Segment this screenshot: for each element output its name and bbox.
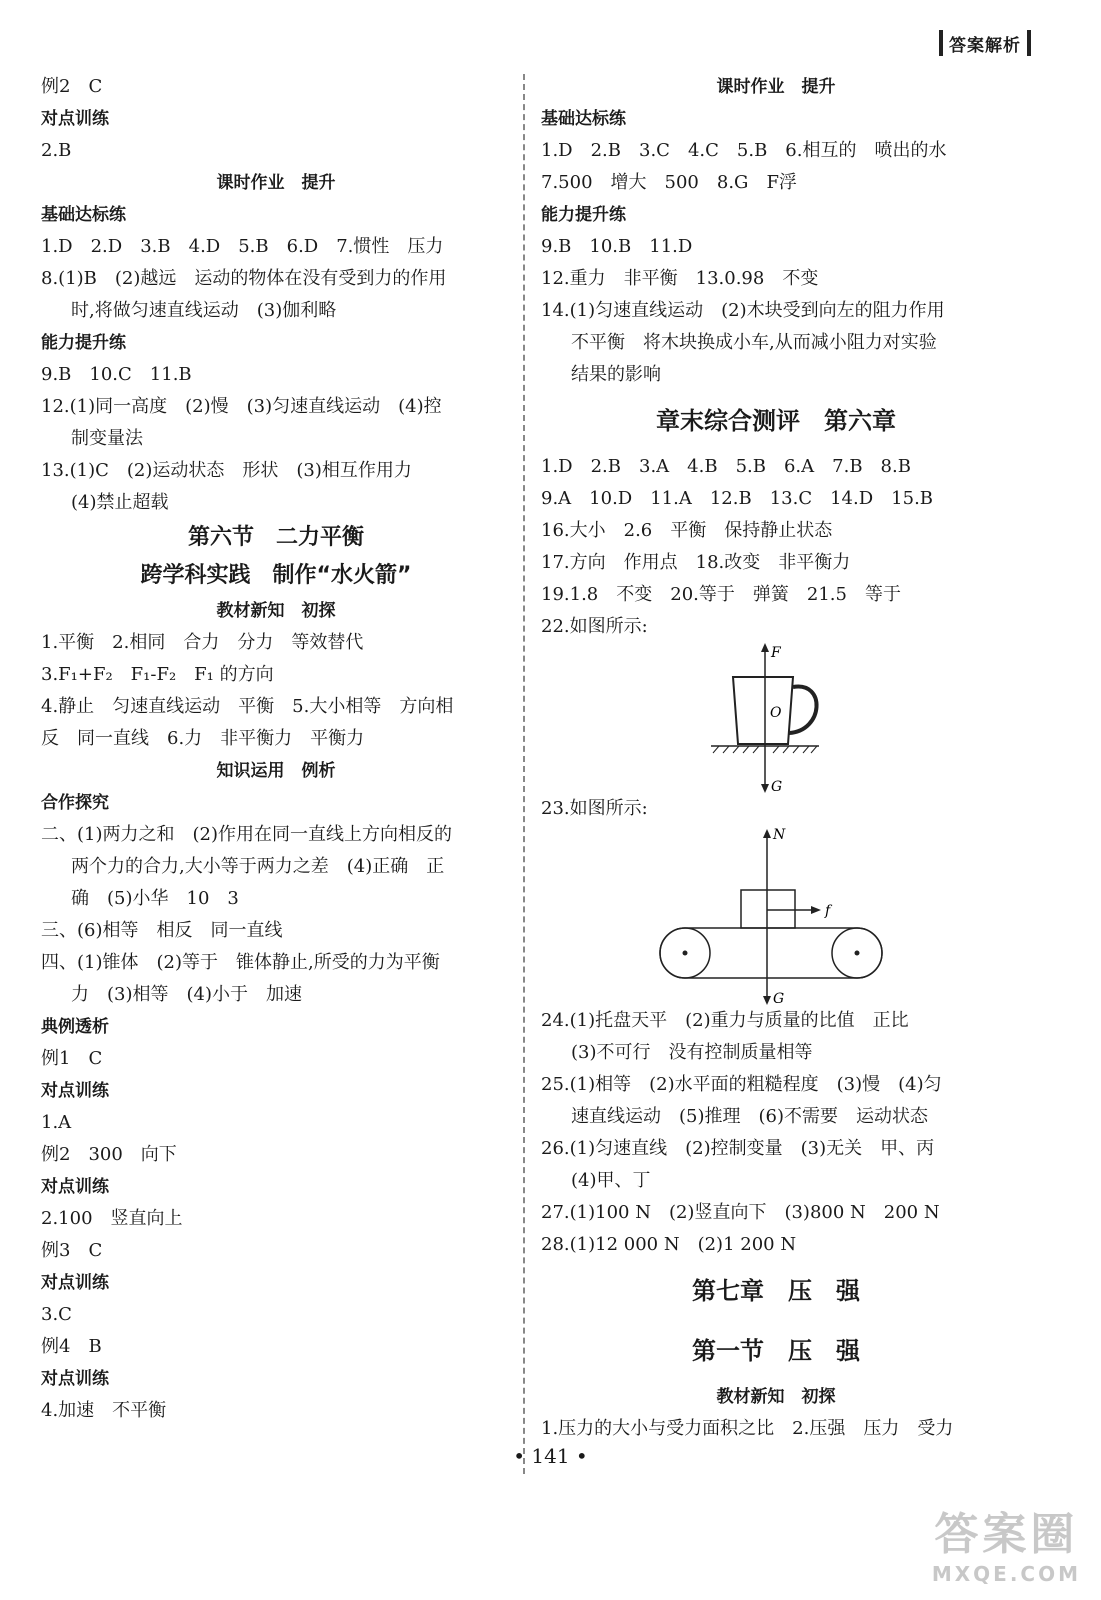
answer-line: 能力提升练 [41,333,126,353]
watermark-line2: MXQE.COM [931,1562,1081,1586]
answer-line: 27.(1)100 N (2)竖直向下 (3)800 N 200 N [541,1202,940,1223]
answer-line: 对点训练 [41,1273,109,1293]
watermark-line1: 答案圈 [934,1509,1079,1560]
label-n-normal: N [773,827,786,843]
conveyor-diagram [541,825,1011,1005]
answer-line: 1.D 2.B 3.A 4.B 5.B 6.A 7.B 8.B [541,456,911,477]
answer-line: 9.A 10.D 11.A 12.B 13.C 14.D 15.B [541,488,934,509]
answer-line: 4.静止 匀速直线运动 平衡 5.大小相等 方向相 [41,696,454,717]
answer-line: 25.(1)相等 (2)水平面的粗糙程度 (3)慢 (4)匀 [541,1074,942,1095]
answer-line: 1.平衡 2.相同 合力 分力 等效替代 [41,632,364,653]
answer-line: 不平衡 将木块换成小车,从而减小阻力对实验 [571,332,937,353]
answer-line: 能力提升练 [541,205,626,225]
answer-line: 8.(1)B (2)越远 运动的物体在没有受到力的作用 [41,268,447,289]
label-f-friction: f [825,903,831,919]
answer-line: 9.B 10.B 11.D [541,236,693,257]
answer-line: 对点训练 [41,1081,109,1101]
cup-diagram [541,643,1011,793]
answer-line: 三、(6)相等 相反 同一直线 [41,920,283,941]
badge-bar-left [939,30,943,56]
answer-line: 19.1.8 不变 20.等于 弹簧 21.5 等于 [541,584,901,605]
answer-line: 例4 B [41,1336,102,1357]
answer-line: 3.C [41,1304,72,1325]
answer-line: 教材新知 初探 [216,601,336,621]
label-g-gravity: G [773,991,785,1005]
right-top-block [541,71,1011,643]
answer-line: (4)甲、丁 [571,1170,651,1191]
answer-line: 2.100 竖直向上 [41,1208,183,1229]
answer-line: 制变量法 [71,428,143,449]
answer-line: 跨学科实践 制作“水火箭” [140,563,412,588]
answer-line: (4)禁止超载 [71,492,169,513]
answer-line: 7.500 增大 500 8.G F浮 [541,172,797,193]
answer-line: 两个力的合力,大小等于两力之差 (4)正确 正 [71,856,445,877]
answer-line: 14.(1)匀速直线运动 (2)木块受到向左的阻力作用 [541,300,945,321]
right-mid-block [541,793,1011,825]
answer-line: 对点训练 [41,1369,109,1389]
answer-line: 章末综合测评 第六章 [656,407,896,435]
answer-line: 9.B 10.C 11.B [41,364,192,385]
answer-line: 13.(1)C (2)运动状态 形状 (3)相互作用力 [41,460,412,481]
figure-23-conveyor [541,825,1011,1005]
answer-line: 反 同一直线 6.力 非平衡力 平衡力 [41,728,365,749]
answer-line: 时,将做匀速直线运动 (3)伽利略 [71,300,337,321]
right-column [541,71,1011,1445]
answer-line: 例2 300 向下 [41,1144,177,1165]
answer-line: 17.方向 作用点 18.改变 非平衡力 [541,552,851,573]
answer-line: 1.D 2.B 3.C 4.C 5.B 6.相互的 喷出的水 [541,140,947,161]
answer-line: 例1 C [41,1048,103,1069]
answer-line: 合作探究 [41,793,109,813]
answer-line: 结果的影响 [571,364,661,385]
label-o-point: O [770,705,782,721]
answer-line: 23.如图所示: [541,798,648,819]
answer-line: 12.(1)同一高度 (2)慢 (3)匀速直线运动 (4)控 [41,396,442,417]
answer-line: 速直线运动 (5)推理 (6)不需要 运动状态 [571,1106,928,1127]
answer-line: 3.F₁+F₂ F₁-F₂ F₁ 的方向 [41,664,274,685]
watermark-logo [932,1498,1081,1586]
answer-line: 二、(1)两力之和 (2)作用在同一直线上方向相反的 [41,824,452,845]
arrow-right-icon [811,906,821,914]
answer-line: 确 (5)小华 10 3 [71,888,239,909]
answer-line: 12.重力 非平衡 13.0.98 不变 [541,268,819,289]
answer-line: 22.如图所示: [541,616,648,637]
answer-line: 教材新知 初探 [716,1387,836,1407]
column-divider [523,74,525,1474]
answer-line: 28.(1)12 000 N (2)1 200 N [541,1234,797,1255]
badge-bar-right [1027,30,1031,56]
answer-line: 4.加速 不平衡 [41,1400,167,1421]
answer-line: 第七章 压 强 [692,1277,860,1305]
answer-line: 课时作业 提升 [716,77,836,97]
answer-line: 基础达标练 [541,109,626,129]
answer-line: 1.A [41,1112,72,1133]
arrow-up-icon [761,643,769,652]
page-number: • 141 • [513,1444,588,1468]
label-f-force: F [771,645,781,661]
answer-line: 力 (3)相等 (4)小于 加速 [71,984,302,1005]
answer-badge [939,30,1031,56]
answer-line: (3)不可行 没有控制质量相等 [571,1042,813,1063]
answer-line: 知识运用 例析 [216,761,336,781]
arrow-down-icon [761,784,769,793]
answer-line: 16.大小 2.6 平衡 保持静止状态 [541,520,833,541]
label-g-gravity: G [771,779,783,793]
answer-line: 2.B [41,140,72,161]
answer-line: 对点训练 [41,1177,109,1197]
answer-line: 26.(1)匀速直线 (2)控制变量 (3)无关 甲、丙 [541,1138,935,1159]
answer-line: 1.D 2.D 3.B 4.D 5.B 6.D 7.惯性 压力 [41,236,444,257]
answer-line: 24.(1)托盘天平 (2)重力与质量的比值 正比 [541,1010,909,1031]
answer-line: 对点训练 [41,109,109,129]
answer-line: 1.压力的大小与受力面积之比 2.压强 压力 受力 [541,1418,954,1439]
arrow-up-icon [763,829,771,838]
answer-line: 第一节 压 强 [692,1337,860,1365]
badge-text: 答案解析 [949,35,1021,56]
answer-line: 基础达标练 [41,205,126,225]
answer-line: 例2 C [41,76,103,97]
answer-line: 四、(1)锥体 (2)等于 锥体静止,所受的力为平衡 [41,952,440,973]
arrow-down-icon [763,996,771,1005]
figure-22-cup [541,643,1011,793]
answer-line: 例3 C [41,1240,103,1261]
right-bottom-block [541,1005,1011,1445]
left-column [41,71,511,1427]
answer-line: 典例透析 [41,1017,109,1037]
answer-line: 第六节 二力平衡 [187,525,364,550]
answer-line: 课时作业 提升 [216,173,336,193]
